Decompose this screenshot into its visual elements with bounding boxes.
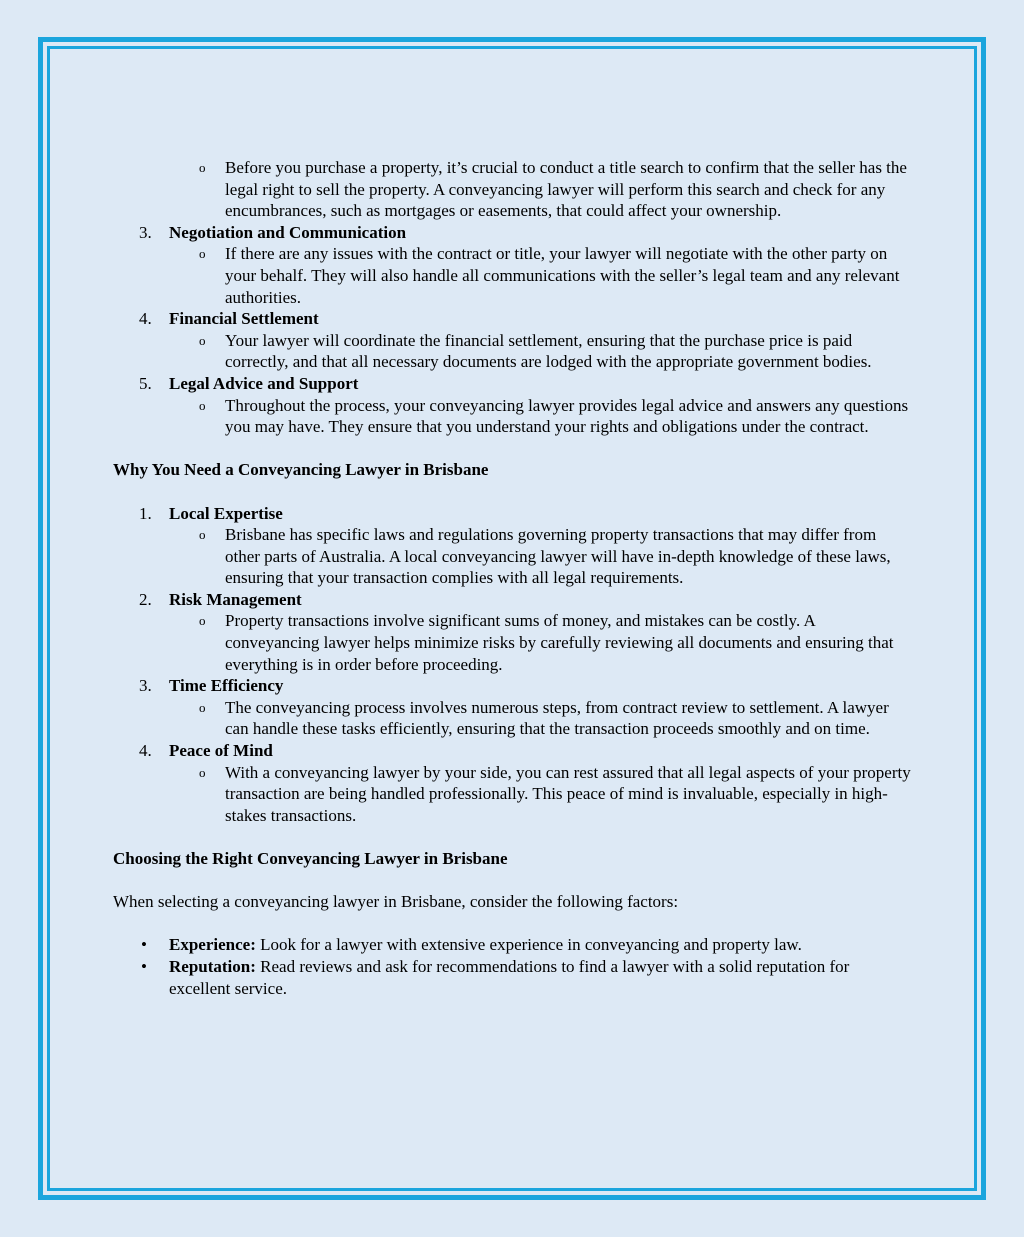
item-title: Time Efficiency: [169, 676, 284, 696]
bullet-label: Reputation:: [169, 956, 256, 976]
sub-bullet-marker: o: [199, 160, 206, 175]
item-number: 1.: [139, 503, 152, 523]
numbered-item: [113, 222, 913, 244]
bullet-text: Read reviews and ask for recommendations to find a lawyer with a solid reputation for excellent service.: [169, 956, 850, 998]
numbered-item: [113, 589, 913, 611]
item-title: Risk Management: [169, 589, 302, 609]
item-number: 4.: [139, 741, 152, 761]
sub-bullet-marker: o: [199, 699, 206, 715]
sub-bullet: [113, 157, 913, 222]
sub-bullet-marker: o: [199, 397, 206, 413]
item-title: Local Expertise: [169, 503, 283, 523]
item-title: Peace of Mind: [169, 741, 273, 761]
sub-bullet-text: Property transactions involve significant sums of money, and mistakes can be costly. A conveyancing lawyer helps minimize risks by carefully reviewing all documents and ensuring that everything is in order before proceeding.: [225, 611, 894, 674]
sub-bullet-text: If there are any issues with the contract or title, your lawyer will negotiate with the other party on your behalf. They will also handle all communications with the seller’s legal team and any relevant authorities.: [225, 244, 900, 307]
sub-bullet: [113, 610, 913, 675]
sub-bullet: [113, 243, 913, 308]
sub-bullet-text: With a conveyancing lawyer by your side, you can rest assured that all legal aspects of your property transaction are being handled professionally. This peace of mind is invaluable, especially in high-stakes transactions.: [225, 762, 911, 825]
item-number: 4.: [139, 309, 152, 329]
sub-bullet-marker: o: [199, 764, 206, 780]
bullet-text: Look for a lawyer with extensive experience in conveyancing and property law.: [255, 935, 802, 955]
item-number: 2.: [139, 589, 152, 609]
item-number: 5.: [139, 373, 152, 393]
section-heading: Why You Need a Conveyancing Lawyer in Brisbane: [113, 460, 489, 480]
bullet-label: Experience:: [169, 935, 256, 955]
numbered-item: [113, 740, 913, 762]
numbered-item: [113, 675, 913, 697]
bullet-marker: •: [141, 956, 147, 976]
bullet-marker: •: [141, 935, 147, 955]
sub-bullet: [113, 524, 913, 589]
item-number: 3.: [139, 676, 152, 696]
sub-bullet-marker: o: [199, 527, 206, 543]
item-title: Financial Settlement: [169, 309, 319, 329]
bullet-item: [113, 934, 913, 956]
paragraph: When selecting a conveyancing lawyer in Brisbane, consider the following factors:: [113, 892, 679, 912]
numbered-item: [113, 373, 913, 395]
sub-bullet-marker: o: [199, 246, 206, 262]
sub-bullet-text: Brisbane has specific laws and regulations governing property transactions that may differ from other parts of Australia. A local conveyancing lawyer will have in-depth knowledge of these laws, ensuring that your transaction complies with all legal requirements.: [225, 525, 891, 588]
section-heading: Choosing the Right Conveyancing Lawyer in Brisbane: [113, 849, 508, 868]
item-title: Negotiation and Communication: [169, 222, 407, 242]
sub-bullet-text: Before you purchase a property, it’s crucial to conduct a title search to confirm that the seller has the legal right to sell the property. A conveyancing lawyer will perform this search and check for any encumbrances, such as mortgages or easements, that could affect your ownership.: [225, 158, 907, 221]
item-title: Legal Advice and Support: [169, 373, 359, 393]
sub-bullet: [113, 697, 913, 740]
sub-bullet-marker: o: [199, 332, 206, 348]
numbered-item: [113, 308, 913, 330]
sub-bullet-marker: o: [199, 613, 206, 629]
sub-bullet: [113, 330, 913, 373]
sub-bullet-text: The conveyancing process involves numerous steps, from contract review to settlement. A lawyer can handle these tasks efficiently, ensuring that the transaction proceeds smoothly and on time.: [225, 697, 889, 739]
item-number: 3.: [139, 222, 152, 242]
sub-bullet-text: Your lawyer will coordinate the financial settlement, ensuring that the purchase price is paid correctly, and that all necessary documents are lodged with the appropriate government bodies.: [225, 330, 872, 372]
sub-bullet: [113, 395, 913, 438]
sub-bullet-text: Throughout the process, your conveyancing lawyer provides legal advice and answers any questions you may have. They ensure that you understand your rights and obligations under the contract.: [225, 395, 909, 437]
numbered-item: [113, 503, 913, 525]
sub-bullet: [113, 762, 913, 827]
bullet-item: [113, 956, 913, 999]
document-body: [113, 157, 913, 999]
